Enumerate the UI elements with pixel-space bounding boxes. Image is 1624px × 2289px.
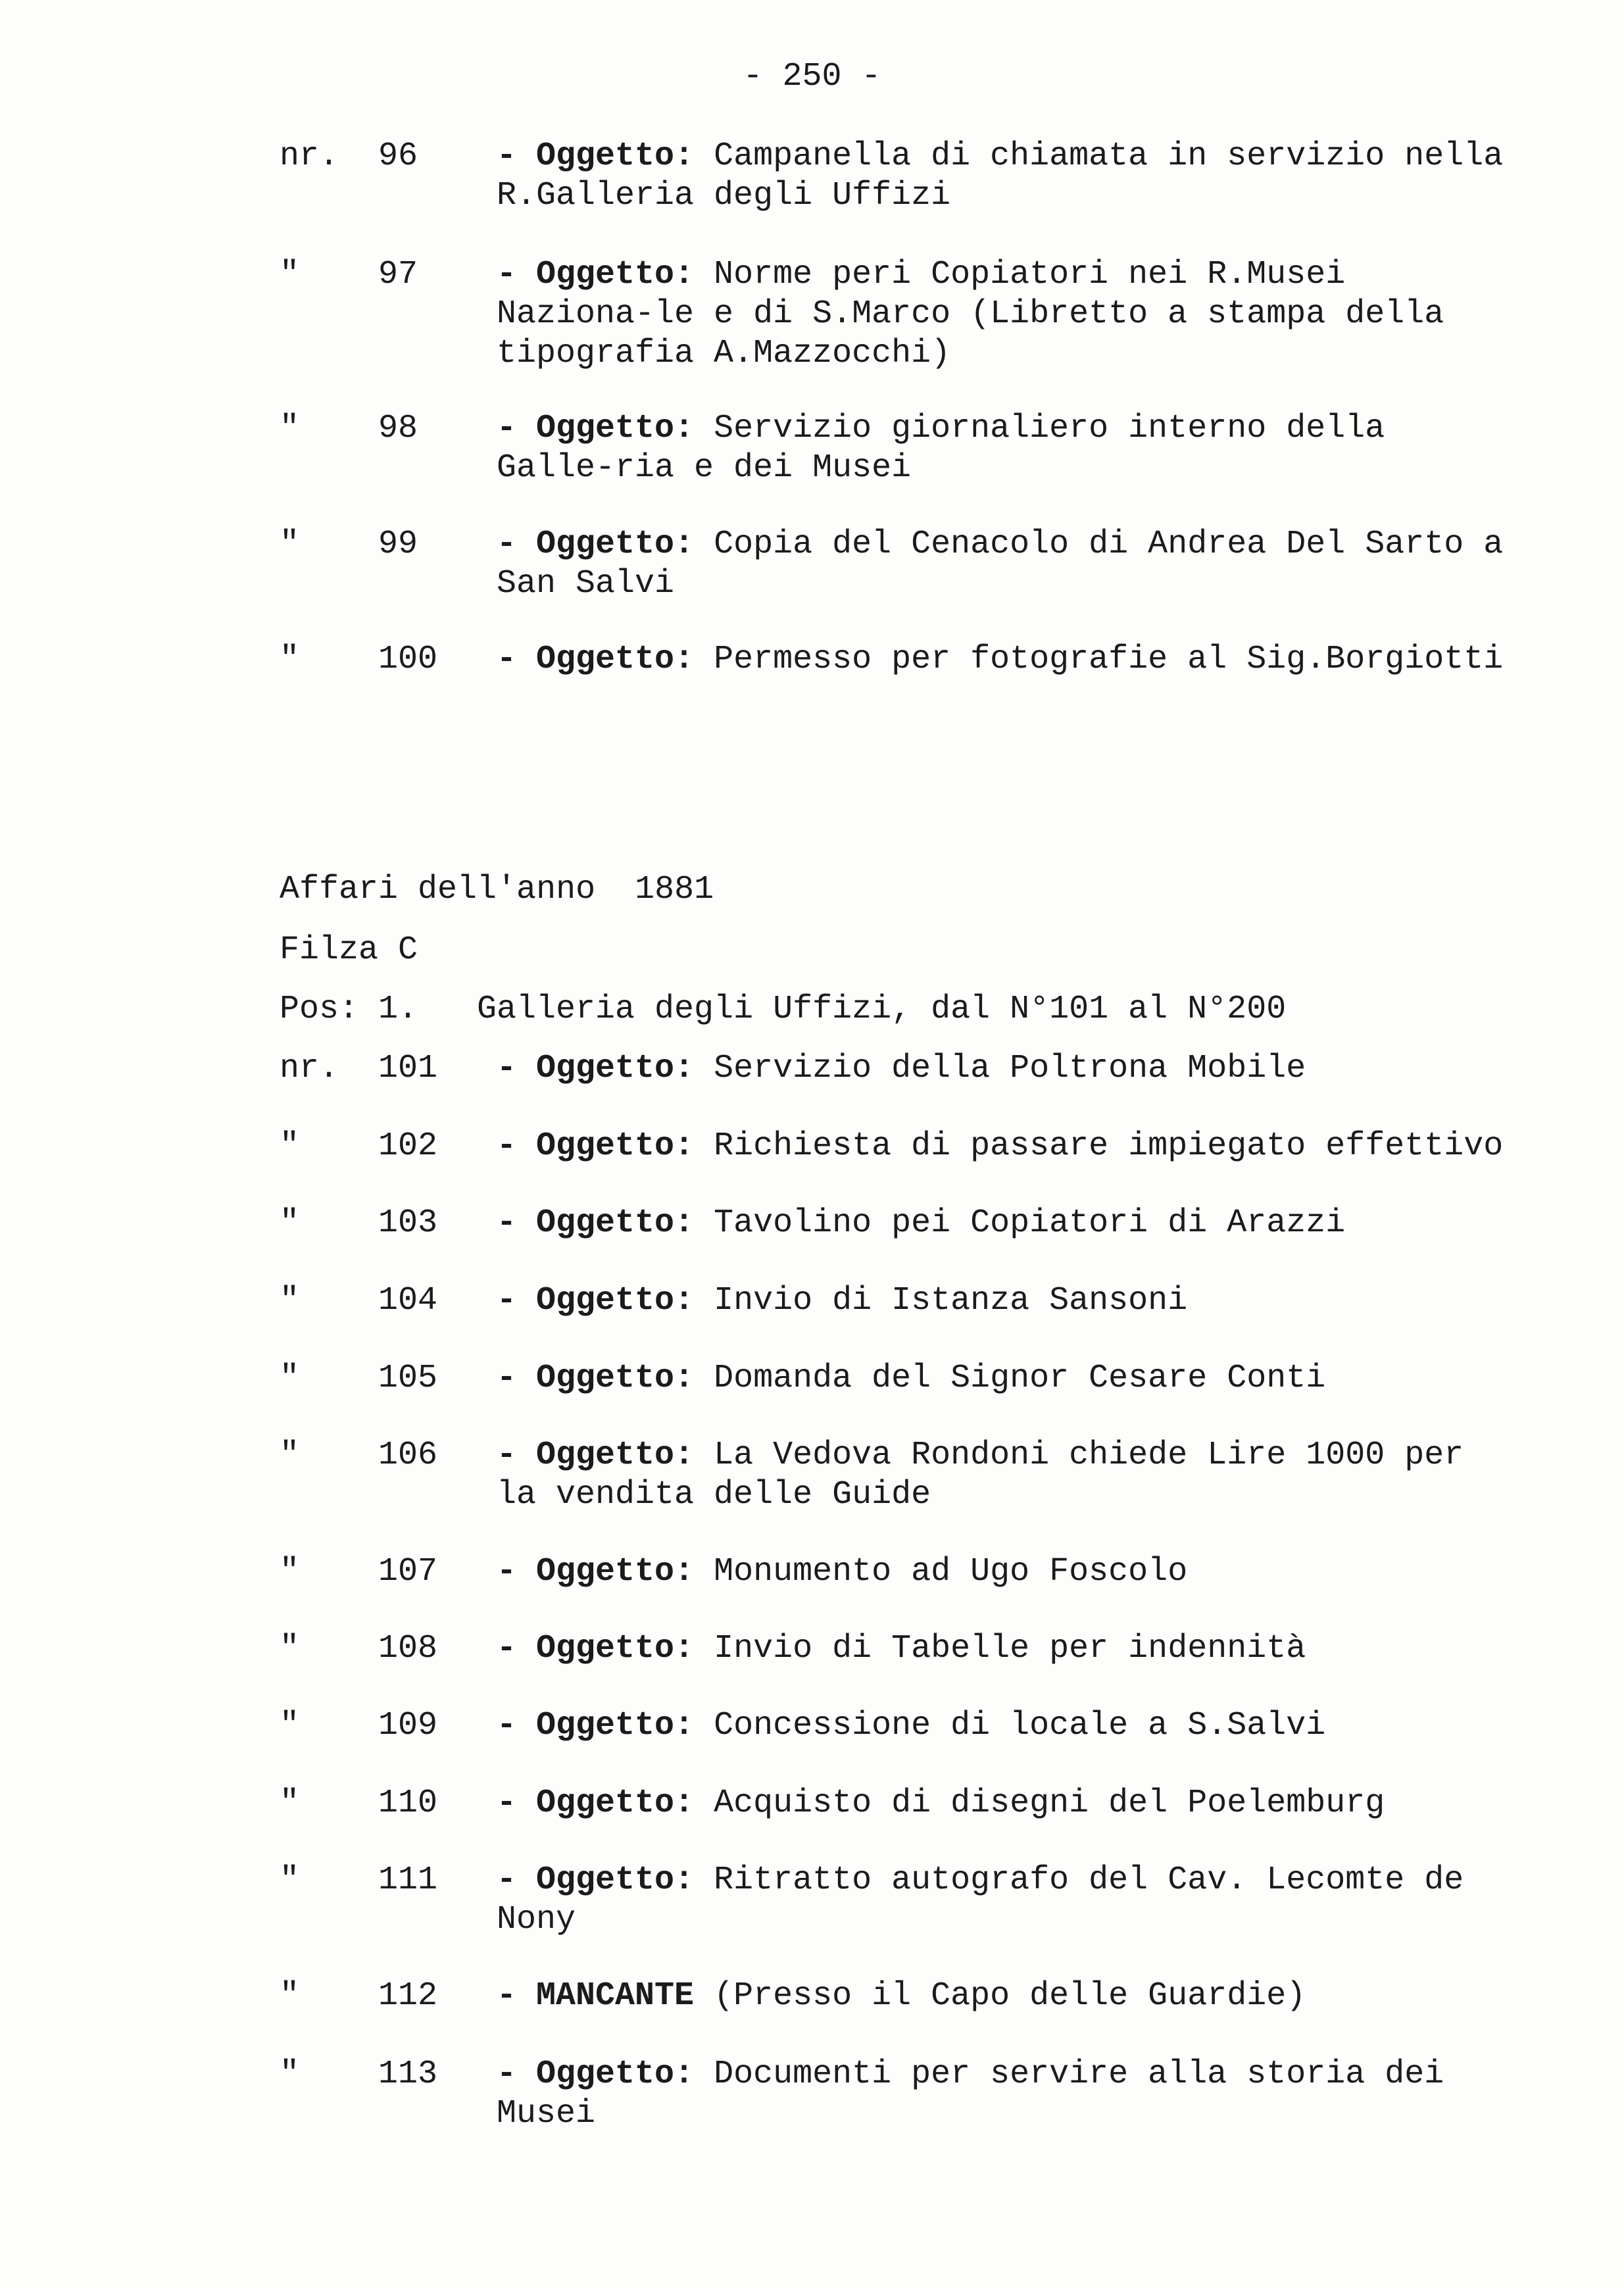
entry-subject: Invio di Istanza Sansoni	[714, 1282, 1188, 1319]
entry-prefix: "	[280, 1784, 300, 1822]
entry-label: - Oggetto:	[497, 1437, 695, 1474]
entry-text	[497, 525, 1523, 604]
entry-subject: Richiesta di passare impiegato effettivo	[714, 1127, 1504, 1165]
entry-prefix: "	[280, 1127, 300, 1165]
entry-prefix: "	[280, 256, 300, 293]
entry-label: - Oggetto:	[497, 526, 695, 563]
entry-label: - Oggetto:	[497, 1204, 695, 1242]
entry-text	[497, 1127, 1523, 1166]
affari-heading	[280, 870, 714, 910]
filza-heading: Filza C	[280, 931, 418, 969]
entry-subject: Servizio della Poltrona Mobile	[714, 1050, 1306, 1087]
entry-subject: Ritratto autografo del Cav. Lecomte de Nony	[497, 1861, 1464, 1938]
entry-text	[497, 1281, 1523, 1321]
entry-label: - Oggetto:	[497, 641, 695, 678]
entry-subject: Monumento ad Ugo Foscolo	[714, 1553, 1188, 1590]
affari-label: Affari dell'anno	[280, 871, 596, 908]
entry-prefix: "	[280, 1553, 300, 1590]
entry-subject: Servizio giornaliero interno della Galle-ria e dei Musei	[497, 410, 1385, 487]
entry-number: 112	[378, 1977, 438, 2015]
entry-text	[497, 255, 1523, 374]
entry-number: 109	[378, 1707, 438, 1744]
entry-text	[497, 2055, 1523, 2134]
entry-number: 111	[378, 1861, 438, 1899]
entry-number: 105	[378, 1360, 438, 1397]
entry-label: - Oggetto:	[497, 2055, 695, 2093]
entry-label: - Oggetto:	[497, 1050, 695, 1087]
entry-label: - Oggetto:	[497, 1127, 695, 1165]
entry-number: 104	[378, 1282, 438, 1319]
entry-prefix: "	[280, 1360, 300, 1397]
entry-subject: Documenti per servire alla storia dei Musei	[497, 2055, 1444, 2132]
entry-subject: Campanella di chiamata in servizio nella R.Galleria degli Uffizi	[497, 137, 1504, 214]
entry-subject: Tavolino pei Copiatori di Arazzi	[714, 1204, 1346, 1242]
entry-label: - Oggetto:	[497, 1282, 695, 1319]
entry-number: 97	[378, 256, 418, 293]
entry-subject: Norme peri Copiatori nei R.Musei Naziona-le e di S.Marco (Libretto a stampa della tipografia A.Mazzocchi)	[497, 256, 1444, 372]
entry-subject: Acquisto di disegni del Poelemburg	[714, 1784, 1385, 1822]
entry-subject: Invio di Tabelle per indennità	[714, 1630, 1306, 1667]
entry-label: - Oggetto:	[497, 410, 695, 447]
entry-text	[497, 1629, 1523, 1669]
entry-text	[497, 640, 1523, 679]
entry-prefix: "	[280, 526, 300, 563]
entry-text	[497, 409, 1523, 488]
entry-text	[497, 137, 1523, 216]
entry-label: - Oggetto:	[497, 1630, 695, 1667]
entry-prefix: nr.	[280, 137, 339, 175]
entry-prefix: "	[280, 1204, 300, 1242]
entry-label: - Oggetto:	[497, 1553, 695, 1590]
entry-text	[497, 1436, 1523, 1515]
entry-text	[497, 1204, 1523, 1243]
entry-text	[497, 1784, 1523, 1823]
entry-label: - Oggetto:	[497, 1861, 695, 1899]
entry-subject: (Presso il Capo delle Guardie)	[714, 1977, 1306, 2015]
pos-heading	[280, 990, 1529, 1029]
pos-label: Pos:	[280, 991, 359, 1028]
entry-label: - MANCANTE	[497, 1977, 695, 2015]
entry-prefix: "	[280, 1977, 300, 2015]
entry-text	[497, 1977, 1523, 2016]
entry-subject: Copia del Cenacolo di Andrea Del Sarto a San Salvi	[497, 526, 1504, 603]
entry-number: 108	[378, 1630, 438, 1667]
entry-number: 106	[378, 1437, 438, 1474]
pos-value: 1.	[378, 991, 418, 1028]
entry-prefix: "	[280, 641, 300, 678]
entry-label: - Oggetto:	[497, 256, 695, 293]
entry-prefix: nr.	[280, 1050, 339, 1087]
entry-number: 101	[378, 1050, 438, 1087]
entry-number: 107	[378, 1553, 438, 1590]
entry-text	[497, 1049, 1523, 1089]
entry-subject: La Vedova Rondoni chiede Lire 1000 per la vendita delle Guide	[497, 1437, 1464, 1514]
entry-text	[497, 1552, 1523, 1592]
entry-subject: Concessione di locale a S.Salvi	[714, 1707, 1326, 1744]
entry-number: 96	[378, 137, 418, 175]
entry-label: - Oggetto:	[497, 137, 695, 175]
entry-number: 103	[378, 1204, 438, 1242]
page-number: - 250 -	[743, 58, 881, 95]
affari-year: 1881	[635, 871, 714, 908]
entry-number: 100	[378, 641, 438, 678]
entry-label: - Oggetto:	[497, 1360, 695, 1397]
pos-text: Galleria degli Uffizi, dal N°101 al N°200	[477, 991, 1287, 1028]
entry-number: 98	[378, 410, 418, 447]
entry-prefix: "	[280, 1437, 300, 1474]
entry-text	[497, 1861, 1523, 1940]
entry-prefix: "	[280, 1861, 300, 1899]
entry-prefix: "	[280, 1282, 300, 1319]
entry-label: - Oggetto:	[497, 1707, 695, 1744]
entry-number: 102	[378, 1127, 438, 1165]
entry-label: - Oggetto:	[497, 1784, 695, 1822]
entry-prefix: "	[280, 410, 300, 447]
entry-prefix: "	[280, 1707, 300, 1744]
entry-text	[497, 1706, 1523, 1746]
entry-number: 113	[378, 2055, 438, 2093]
entry-subject: Domanda del Signor Cesare Conti	[714, 1360, 1326, 1397]
entry-prefix: "	[280, 2055, 300, 2093]
entry-number: 99	[378, 526, 418, 563]
entry-prefix: "	[280, 1630, 300, 1667]
entry-text	[497, 1359, 1523, 1398]
entry-subject: Permesso per fotografie al Sig.Borgiotti	[714, 641, 1504, 678]
entry-number: 110	[378, 1784, 438, 1822]
